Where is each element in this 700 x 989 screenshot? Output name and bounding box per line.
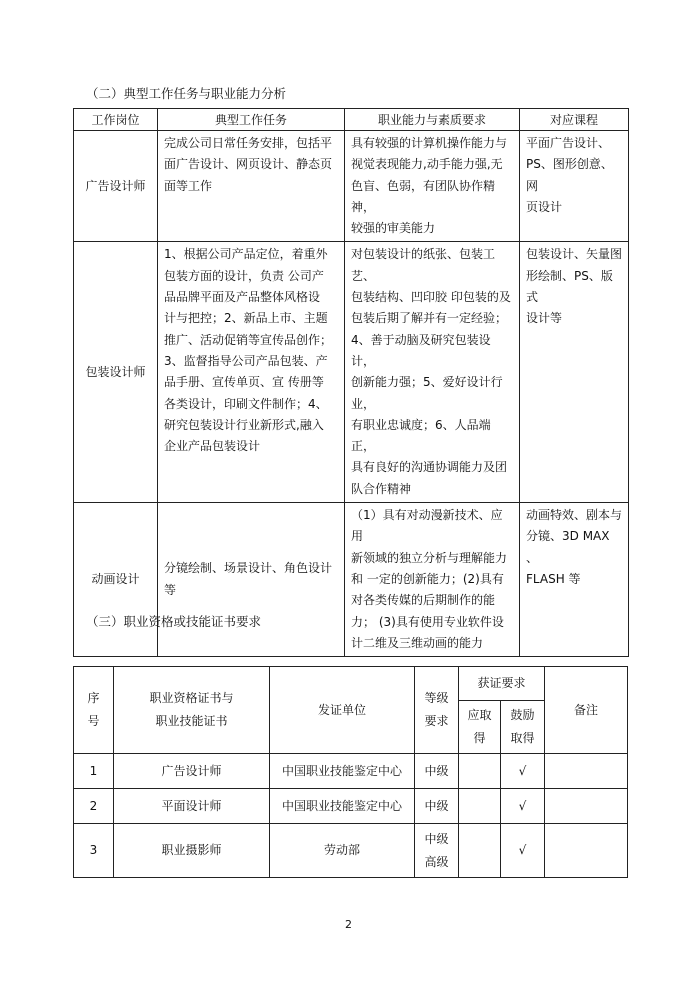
seq-cell: 1 [74, 754, 114, 789]
abilities-line: 新领域的独立分析与理解能力 [351, 550, 508, 565]
tasks-line: 等 [164, 582, 177, 597]
abilities-line: 具有较强的计算机操作能力与 [351, 136, 508, 150]
header-cert [114, 667, 270, 754]
issuer-cell: 中国职业技能鉴定中心 [270, 789, 415, 824]
issuer-cell: 中国职业技能鉴定中心 [270, 754, 415, 789]
issuer-cell: 劳动部 [270, 824, 415, 878]
tasks-line: 品品牌平面及产品整体风格设 [164, 290, 321, 305]
header-seq-line: 号 [87, 714, 100, 728]
tasks-line: 3、监督指导公司产品包装、产 [164, 353, 328, 368]
abilities-line: 色盲、色弱，有团队协作精神， [351, 178, 496, 214]
section2-heading: （二）典型工作任务与职业能力分析 [86, 86, 287, 101]
tasks-line: 完成公司日常任务安排，包括平 [164, 136, 333, 150]
tasks-line: 面广告设计、网页设计、静态页 [164, 157, 333, 172]
tasks-line: 推广、活动促销等宣传品创作； [164, 332, 333, 347]
header-position: 工作岗位 [74, 109, 158, 131]
encouraged-cell: √ [501, 824, 545, 878]
abilities-cell [345, 242, 520, 503]
tasks-line: 各类设计，印刷文件制作；4、 [164, 396, 328, 411]
courses-line: 分镜、3D MAX 、 [526, 529, 610, 565]
abilities-line: 包装后期了解并有一定经验； [351, 311, 508, 326]
abilities-line: （1）具有对动漫新技术、应用 [351, 508, 503, 544]
section3-heading: （三）职业资格或技能证书要求 [86, 614, 262, 629]
position-cell: 广告设计师 [74, 131, 158, 242]
header-requirement: 获证要求 [459, 667, 545, 701]
level-line: 中级 [424, 831, 449, 846]
abilities-cell [345, 131, 520, 242]
abilities-line: 有职业忠诚度；6、人品端正， [351, 417, 491, 454]
position-cell: 包装设计师 [74, 242, 158, 503]
tasks-cell [158, 503, 345, 657]
tasks-line: 企业产品包装设计 [164, 439, 261, 454]
seq-cell: 2 [74, 789, 114, 824]
tasks-line: 包装方面的设计，负责 公司产 [164, 268, 324, 283]
table-row [74, 503, 629, 657]
tasks-cell [158, 131, 345, 242]
table-row [74, 131, 629, 242]
abilities-line: 队合作精神 [351, 481, 412, 496]
header-encouraged-line: 鼓励 [510, 708, 535, 722]
cert-cell: 广告设计师 [114, 754, 270, 789]
tasks-line: 分镜绘制、场景设计、角色设计 [164, 561, 333, 576]
tasks-line: 1、根据公司产品定位，着重外 [164, 247, 328, 262]
tasks-line: 面等工作 [164, 178, 213, 193]
header-abilities: 职业能力与素质要求 [345, 109, 520, 131]
header-encouraged [501, 701, 545, 754]
header-cert-line: 职业资格证书与 [149, 691, 234, 705]
courses-cell [520, 242, 629, 503]
header-courses: 对应课程 [520, 109, 629, 131]
header-tasks: 典型工作任务 [158, 109, 345, 131]
abilities-line: 对各类传媒的后期制作的能 [351, 593, 496, 608]
level-cell [415, 824, 459, 878]
cert-cell: 职业摄影师 [114, 824, 270, 878]
header-issuer: 发证单位 [270, 667, 415, 754]
tasks-line: 计与把控；2、新品上市、主题 [164, 311, 328, 326]
remark-cell [545, 824, 628, 878]
table-row [74, 242, 629, 503]
header-seq [74, 667, 114, 754]
header-level [415, 667, 459, 754]
table-header-row [74, 109, 629, 131]
courses-line: 页设计 [526, 199, 563, 214]
level-line: 高级 [424, 854, 449, 869]
courses-line: 形绘制、PS、版式 [526, 268, 613, 305]
abilities-line: 较强的审美能力 [351, 221, 436, 236]
courses-line: PS、图形创意、网 [526, 157, 613, 193]
courses-line: 动画特效、剧本与 [526, 508, 623, 523]
table-row [74, 789, 628, 824]
page-number: 2 [345, 918, 352, 931]
seq-cell: 3 [74, 824, 114, 878]
header-seq-line: 序 [87, 691, 100, 705]
courses-line: 平面广告设计、 [526, 136, 611, 150]
header-remark: 备注 [545, 667, 628, 754]
courses-cell [520, 503, 629, 657]
encouraged-cell: √ [501, 754, 545, 789]
encouraged-cell: √ [501, 789, 545, 824]
remark-cell [545, 754, 628, 789]
level-cell [415, 789, 459, 824]
level-cell [415, 754, 459, 789]
header-required-line: 得 [473, 731, 486, 745]
abilities-line: 包装结构、凹印胶 印包装的及 [351, 290, 511, 305]
tasks-line: 研究包装设计行业新形式,融入 [164, 417, 324, 432]
job-analysis-table [73, 108, 629, 657]
level-line: 中级 [424, 798, 449, 813]
abilities-line: 视觉表现能力,动手能力强,无 [351, 157, 503, 172]
abilities-line: 对包装设计的纸张、包装工艺、 [351, 247, 496, 283]
required-cell [459, 824, 501, 878]
table-row [74, 824, 628, 878]
table-row [74, 754, 628, 789]
abilities-line: 具有良好的沟通协调能力及团 [351, 460, 508, 475]
header-encouraged-line: 取得 [510, 731, 535, 745]
header-level-line: 等级 [424, 691, 449, 705]
remark-cell [545, 789, 628, 824]
courses-line: 设计等 [526, 311, 563, 326]
tasks-cell [158, 242, 345, 503]
abilities-line: 计二维及三维动画的能力 [351, 635, 484, 650]
courses-line: 包装设计、矢量图 [526, 247, 623, 262]
position-cell: 动画设计 [74, 503, 158, 657]
abilities-line: 4、善于动脑及研究包装设计， [351, 332, 491, 368]
table-header-row [74, 667, 628, 701]
required-cell [459, 789, 501, 824]
abilities-line: 和 一定的创新能力；(2)具有 [351, 571, 504, 586]
abilities-line: 力； (3)具有使用专业软件设 [351, 614, 504, 629]
header-cert-line: 职业技能证书 [155, 714, 228, 728]
courses-cell [520, 131, 629, 242]
abilities-cell [345, 503, 520, 657]
certificate-table [73, 666, 628, 878]
tasks-line: 品手册、宣传单页、宣 传册等 [164, 375, 324, 390]
header-required [459, 701, 501, 754]
cert-cell: 平面设计师 [114, 789, 270, 824]
required-cell [459, 754, 501, 789]
abilities-line: 创新能力强；5、爱好设计行业， [351, 375, 503, 411]
header-required-line: 应取 [467, 708, 492, 722]
header-level-line: 要求 [424, 714, 449, 728]
courses-line: FLASH 等 [526, 571, 581, 586]
level-line: 中级 [424, 763, 449, 778]
